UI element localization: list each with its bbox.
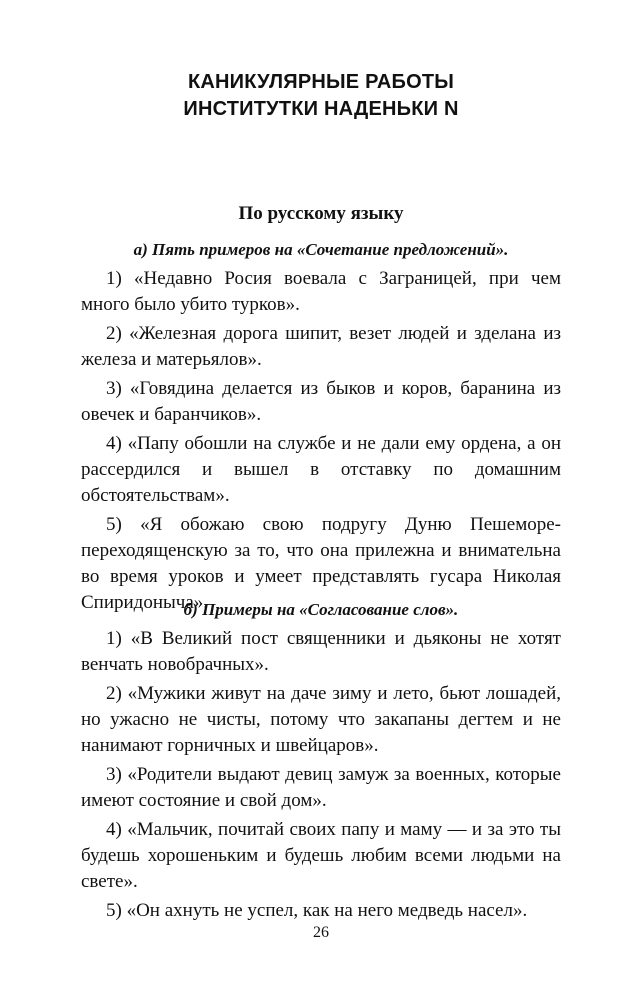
list-item: 2) «Мужики живут на даче зиму и лето, бьют лошадей, но ужасно не чисты, потому что закапаны дегтем и не нанимают горничных и швейцаров». [81,683,561,756]
page-title [81,69,561,123]
section-b-list [81,626,561,927]
list-item: 4) «Мальчик, почитай своих папу и маму — и за это ты будешь хорошеньким и будешь любим всеми людьми на свете». [81,819,561,892]
title-line-1: КАНИКУЛЯРНЫЕ РАБОТЫ [187,71,455,93]
list-item: 1) «В Великий пост священники и дьяконы не хотят венчать новобрачных». [81,628,561,675]
section-b-heading: б) Примеры на «Согласование слов». [183,600,459,619]
section-a-heading: а) Пять примеров на «Сочетание предложений». [133,240,509,259]
page-number: 26 [313,924,329,941]
title-line-2: ИНСТИТУТКИ НАДЕНЬКИ N [183,98,459,120]
list-item: 5) «Я обожаю свою подругу Дуню Пешеморепереходященскую за то, что она прилежна и внимательна во время уроков и умеет представлять гусара Николая Спиридоныча». [81,514,561,613]
list-item: 4) «Папу обошли на службе и не дали ему ордена, а он рассердился и вышел в отставку по домашним обстоятельствам». [81,433,561,506]
book-page [81,0,561,1000]
subject-heading: По русскому языку [238,203,404,224]
list-item: 3) «Говядина делается из быков и коров, баранина из овечек и баранчиков». [81,378,561,425]
list-item: 2) «Железная дорога шипит, везет людей и зделана из железа и матерьялов». [81,323,561,370]
list-item: 5) «Он ахнуть не успел, как на него медведь насел». [106,900,528,921]
section-a-list [81,266,561,619]
list-item: 1) «Недавно Росия воевала с Заграницей, при чем много было убито турков». [81,268,561,315]
list-item: 3) «Родители выдают девиц замуж за военных, которые имеют состояние и свой дом». [81,764,561,811]
